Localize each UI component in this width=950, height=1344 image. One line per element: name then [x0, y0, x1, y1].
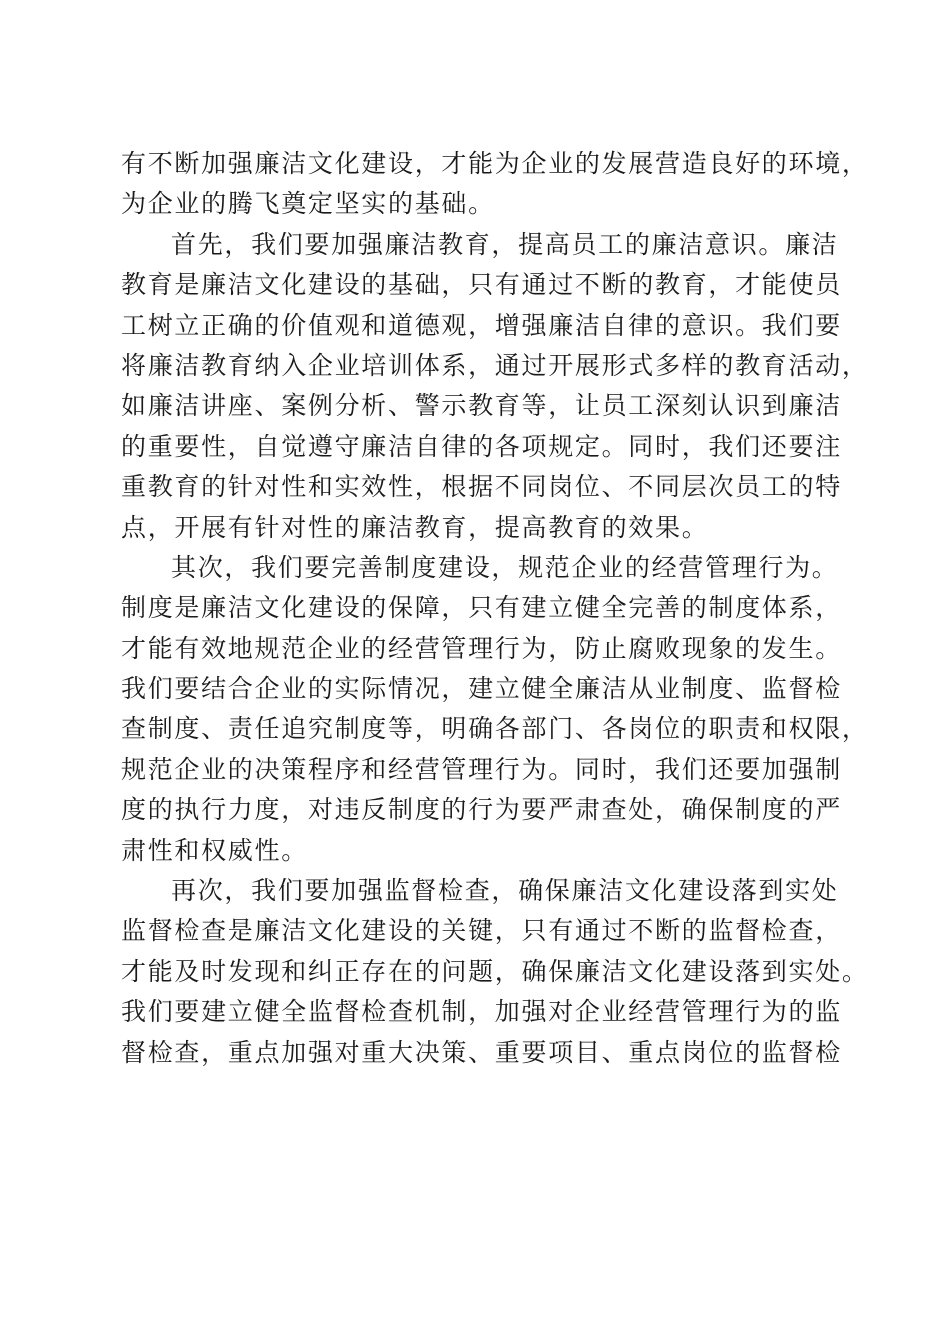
document-body	[121, 144, 869, 1073]
paragraph-first-line: 再次，我们要加强监督检查，确保廉洁文化建设落到实处	[171, 876, 839, 906]
text-line: 规范企业的决策程序和经营管理行为。同时，我们还要加强制	[121, 754, 842, 784]
paragraph-first-line: 其次，我们要完善制度建设，规范企业的经营管理行为。	[171, 552, 839, 582]
text-line: 如廉洁讲座、案例分析、警示教育等，让员工深刻认识到廉洁	[121, 391, 842, 421]
text-line: 度的执行力度，对违反制度的行为要严肃查处，确保制度的严	[121, 795, 842, 825]
text-line: 我们要结合企业的实际情况，建立健全廉洁从业制度、监督检	[121, 674, 842, 704]
text-line: 的重要性，自觉遵守廉洁自律的各项规定。同时，我们还要注	[121, 431, 842, 461]
text-line: 我们要建立健全监督检查机制，加强对企业经营管理行为的监	[121, 997, 842, 1027]
text-line: 有不断加强廉洁文化建设，才能为企业的发展营造良好的环境，	[121, 149, 869, 178]
text-line: 制度是廉洁文化建设的保障，只有建立健全完善的制度体系，	[121, 593, 842, 623]
text-line: 查制度、责任追究制度等，明确各部门、各岗位的职责和权限，	[121, 714, 869, 744]
text-line: 教育是廉洁文化建设的基础，只有通过不断的教育，才能使员	[121, 270, 842, 300]
text-line: 将廉洁教育纳入企业培训体系，通过开展形式多样的教育活动，	[121, 350, 869, 380]
paragraph-first-line: 首先，我们要加强廉洁教育，提高员工的廉洁意识。廉洁	[171, 229, 839, 259]
text-line: 监督检查是廉洁文化建设的关键，只有通过不断的监督检查，	[121, 916, 842, 946]
text-line: 才能有效地规范企业的经营管理行为，防止腐败现象的发生。	[121, 633, 842, 663]
text-line: 督检查，重点加强对重大决策、重要项目、重点岗位的监督检	[121, 1037, 842, 1067]
text-line: 工树立正确的价值观和道德观，增强廉洁自律的意识。我们要	[121, 310, 842, 340]
text-line: 点，开展有针对性的廉洁教育，提高教育的效果。	[121, 512, 709, 542]
text-line: 重教育的针对性和实效性，根据不同岗位、不同层次员工的特	[121, 472, 842, 502]
text-line: 肃性和权威性。	[121, 835, 308, 865]
text-line: 为企业的腾飞奠定坚实的基础。	[121, 189, 495, 219]
text-line: 才能及时发现和纠正存在的问题，确保廉洁文化建设落到实处。	[121, 956, 869, 986]
